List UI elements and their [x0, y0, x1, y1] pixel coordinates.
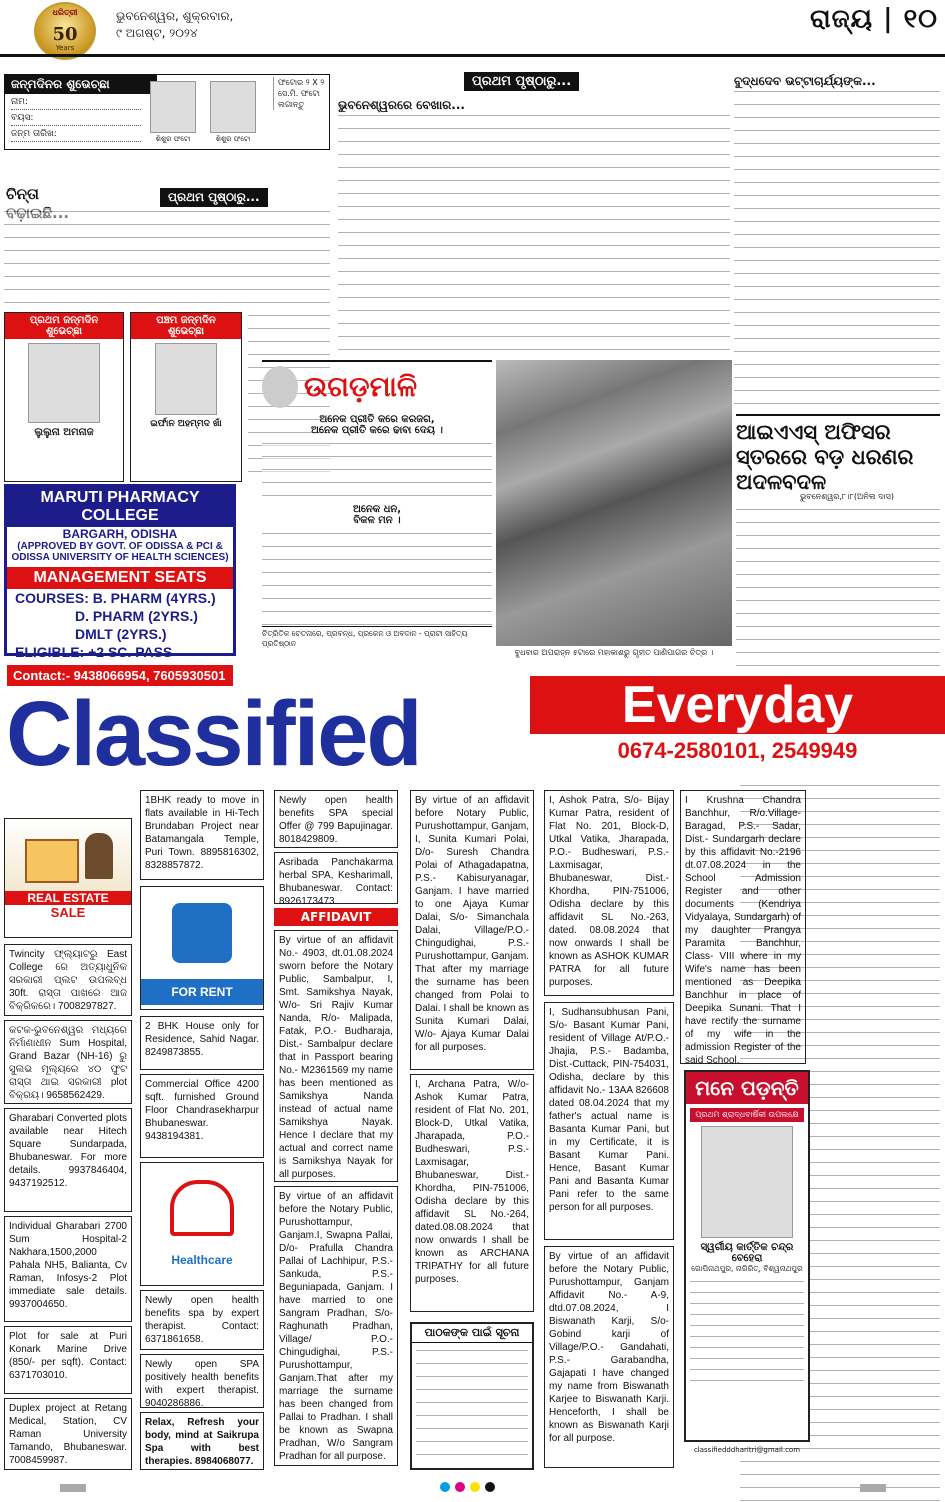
text-lines — [734, 88, 940, 410]
for-rent-label: FOR RENT — [141, 979, 263, 1005]
pharmacy-name: MARUTI PHARMACY COLLEGE — [7, 487, 233, 527]
pharmacy-approval-2: ODISSA UNIVERSITY OF HEALTH SCIENCES) — [11, 552, 229, 563]
ias-dateline: ଭୁବନେଶ୍ୱର,୮।୮(ଅନିଲ ଦାସ) — [800, 492, 894, 501]
pharmacy-course-3: DMLT (2YRS.) — [75, 626, 167, 642]
text-lines — [4, 208, 330, 306]
reg-mark — [60, 1484, 86, 1492]
reg-black — [485, 1482, 495, 1492]
center-story-body — [338, 112, 730, 352]
ad-commercial-office: Commercial Office 4200 sqft. furnished Ground Floor Chandrasekharpur Bhubaneswar. 9438194381. — [140, 1074, 264, 1158]
everyday-label: Everyday — [530, 676, 945, 734]
left-story-title-text: ଚିନ୍ତା ବଢ଼ାଇଛି... — [6, 185, 70, 222]
affidavit-sudhansubhusan: I, Sudhansubhusan Pani, S/o- Basant Kumar Pani, resident of Village At/P.O.-Jhajia, P.S.- Badamba, Dist.-Cuttack, PIN-754031, Odisha, declare by this affidavit No.- 13AA 826608 dated 08.04.2024 that my father's actual name is Basanta Kumar Pani, but in my Certificate, it is Basant Kumar Pani. Hence, Basant Kumar Pani and Basanta Kumar Pani refer to the same person for all purposes. — [544, 1002, 674, 1240]
reg-cyan — [440, 1482, 450, 1492]
reg-magenta — [455, 1482, 465, 1492]
child-photo-1 — [150, 81, 196, 133]
real-estate-sale: SALE — [50, 905, 86, 920]
ad-cuttack-plot: କଟକ-ଭୁବନେଶ୍ୱର ମଧ୍ୟରେ ନିର୍ମାଣାଧୀନ Sum Hospital, Grand Bazar (NH-16) ରୁ ସୁଲଭ ମୂଲ୍ୟରେ ୪୦ ଫୁଟ ରାସ୍ତା ଥାଇ ସରକାରୀ plot ବିକ୍ରୟ। 9658562429. — [4, 1020, 132, 1104]
form-field-dob: ଜନ୍ମ ତାରିଖ: — [11, 129, 141, 142]
affidavit-sunita: By virtue of an affidavit before Notary Public, Purushottampur, Ganjam, I, Sunita Kumari Polai, D/o- Suresh Chandra Polai of Athagadapatna, P.S.- Kabisuryanagar, Ganjam. I have married to one Ajaya Kumar Dalai, S/o- Simanchala Dalai, Village/P.O.- Chingudighai, P.S.- Purushottampur, Ganjam. That after my marriage the surname has been changed from Polai to Dalai. I shall be known as Sunita Kumari Dalai, W/o- Ajaya Kumar Dalai for all purposes. — [410, 790, 534, 1070]
ad-twincity: Twincity ଫ୍ଲ୍ୟାଟରୁ East College ରେ ଅତ୍ୟାଧୁନିକ ସରକାରୀ ପ୍ଲଟ ଉପଲବ୍ଧ 30ft. ରାସ୍ତା ପାଖରେ ଆଜ ବିକ୍ରିକରେ। 7008297827. — [4, 944, 132, 1016]
uggada-title: ଉଗଡ଼ମାଳି — [304, 370, 418, 403]
photo-caption-1: ଶିଶୁର ଫଟୋ — [155, 135, 191, 143]
ad-asribada-spa: Asribada Panchakarma herbal SPA, Kesharimall, Bhubaneswar. Contact: 8926173473. — [274, 852, 398, 904]
center-story-title-b-text: ବୁଦ୍ଧଦେବ ଭଟ୍ଟାଚାର୍ଯ୍ୟଙ୍କ... — [734, 74, 876, 88]
ias-story-title-text: ଆଇଏଏସ୍ ଅଫିସର ସ୍ତରରେ ବଡ଼ ଧରଣର ଅଦଳବଦଳ — [736, 420, 914, 494]
birthday-ad-1-name: ଲୁଲୁନା ଅମନାଜ — [34, 427, 94, 438]
birthday-ad-2 — [130, 312, 242, 482]
reg-mark — [860, 1484, 886, 1492]
birthday-form-title: ଜନ୍ମଦିନର ଶୁଭେଚ୍ଛା — [5, 75, 157, 94]
satellite-weather-image — [496, 360, 732, 646]
center-story-title-a-text: ଭୁବନେଶ୍ୱରରେ ବେଖାର... — [338, 98, 465, 112]
affidavit-head: AFFIDAVIT — [274, 908, 398, 926]
ad-gharabari: Gharabari Converted plots available near Hitech Square Sundarpada, Bhubaneswar. For more details. 9937846404, 9437192512. — [4, 1108, 132, 1212]
obituary-place: ଗୋପିନାଥପୁର, ନାଗିରିତ୍, ବିଶ୍ୱନାଥପୁର — [691, 1264, 803, 1273]
uggada-line-2: ଅନେକ ପ୍ରୀତି କରେ ଢାବା ଦେୟ । — [311, 425, 443, 436]
ad-relax-spa: Relax, Refresh your body, mind at Saikrupa Spa with best therapies. 8984068077. — [140, 1412, 264, 1470]
center-story-title-b — [734, 70, 940, 90]
text-lines — [338, 112, 730, 352]
ad-newly-spa-1: Newly open health benefits SPA special Offer @ 799 Bapujinagar. 8018429809. — [274, 790, 398, 848]
healthcare-tile — [140, 1162, 264, 1286]
classified-word: Classified — [6, 683, 421, 785]
for-rent-icon-area — [141, 887, 263, 979]
text-lines — [262, 530, 492, 626]
for-rent-tile — [140, 886, 264, 1010]
obituary-photo — [701, 1126, 793, 1238]
logo-years-sub: Years — [55, 44, 75, 52]
ad-newly-spa-3: Newly open SPA positively health benefits with expert therapist. 9040286886. — [140, 1354, 264, 1408]
header-rule — [0, 54, 945, 57]
ad-newly-spa-2: Newly open health benefits spa by expert therapist. Contact: 6371861658. — [140, 1290, 264, 1350]
child-photo-2 — [210, 81, 256, 133]
birthday-ad-1-head: ପ୍ରଥମ ଜନ୍ମଦିନ ଶୁଭେଚ୍ଛା — [5, 313, 123, 339]
birthday-ad-2-name: ଇର୍ଫାନ ଅହମ୍ମଦ ଖାଁ — [150, 419, 222, 429]
affidavit-krushna: I Krushna Chandra Banchhur, R/o.Village- Baragad, P.S.- Sadar, Dist.- Sundargarh declare by this affidavit No.-2196 dt.07.08.2024 in the School Admission Register and other documents (Kendriya Vidyalaya, Sundargarh) of my daughter Prangya Paramita Banchhur, Class- VIII where in my Wife's name has been mentioned as Deepika Banchhur in place of Deepika Sunani. That I have rectify the surname of my wife in the admission Register of the said School. — [680, 790, 806, 1064]
ad-1bhk: 1BHK ready to move in flats available in Hi-Tech Brundaban Project near Batamangala Temple, Puri Town. 8895816302, 8328857872. — [140, 790, 264, 880]
form-field-name: ନାମ: — [11, 97, 141, 110]
readers-notice-title: ପାଠକଙ୍କ ପାଇଁ ସୂଚନା — [412, 1324, 532, 1343]
affidavit-archana: I, Archana Patra, W/o- Ashok Kumar Patra, resident of Flat No. 201, Block-D, Utkal Vatika, Jharapada, P.O.- Budheswari, P.S.- Laxmisagar, Bhubaneswar, Dist.- Khordha, PIN-751006, Odisha declare by this affidavit SL No.-264, dated.08.08.2024 that now onwards I shall be known as ARCHANA TRIPATHY for all future purposes. — [410, 1074, 534, 1312]
text-lines — [690, 1278, 804, 1388]
logo-years: 50 — [52, 24, 78, 45]
birthday-ad-2-head: ପଞ୍ଚମ ଜନ୍ମଦିନ ଶୁଭେଚ୍ଛା — [131, 313, 241, 339]
ias-story-title — [736, 414, 940, 495]
obituary-name: ସ୍ୱର୍ଗୀୟ କାର୍ତ୍ତିକ ଚନ୍ଦ୍ର ବେହେରା — [700, 1242, 794, 1264]
uggada-signoff-2: ବିକଳ ମନ । — [353, 515, 401, 526]
photo-size-note: ଫଟୋର ୨ X ୨ ସେ.ମି. ଫଟୋ ଲଗାନ୍ତୁ — [273, 77, 329, 110]
logo-brand: ଧରିତ୍ରୀ — [52, 8, 78, 17]
pharmacy-college-ad — [4, 484, 236, 683]
left-story-tag: ପ୍ରଥମ ପୃଷ୍ଠାରୁ... — [160, 188, 268, 207]
pharmacy-approval-1: (APPROVED BY GOVT. OF ODISSA & PCI & — [17, 541, 223, 552]
affidavit-samikshya: By virtue of an affidavit No.- 4903, dt.01.08.2024 sworn before the Notary Public, Sambalpur, I, Smt. Samikshya Nayak, W/o- Sri Rajiv Kumar Nanda, R/o- Malipada, Fatak, P.O.- Budharaja, Dist.- Sambalpur declare that in Passport bearing No.- M2361569 my name has been mentioned as Samikshya Nanda instead of actual name Samikshya Nayak. Hence I declare that my actual and correct name is Samikshya Nayak for all purposes. — [274, 930, 398, 1182]
obituary-ad — [684, 1070, 810, 1442]
photo-caption-2: ଶିଶୁର ଫଟୋ — [215, 135, 251, 143]
affidavit-swapna: By virtue of an affidavit before the Notary Public, Purushottampur, Ganjam.I, Swapna Pallai, D/o- Prafulla Chandra Pallai of Lachhipur, P.S.- Sankuda, P.S.- Beguniapada, Ganjam. I have married to one Sangram Pradhan, S/o- Raghunath Pradhan, Village/ P.O.- Chingudighai, P.S.- Purushottampur, Ganjam.That after my marriage the surname has been changed from Pallai to Pradhan. I shall be known as Swapna Pradhan, W/o Sangram Pradhan for all purpose. — [274, 1186, 398, 1466]
text-lines — [262, 440, 492, 504]
pharmacy-contact: Contact:- 9438066954, 7605930501 — [7, 665, 233, 686]
birthday-ad-2-photo — [155, 343, 217, 415]
form-field-age: ବୟସ: — [11, 113, 141, 126]
obituary-sub: ପ୍ରଥମ ଶ୍ରାଦ୍ଧବାର୍ଷିକୀ ଉପଲକ୍ଷେ — [690, 1108, 804, 1122]
birthday-ad-1-photo — [28, 343, 100, 423]
ad-duplex: Duplex project at Retang Medical, Station, CV Raman University Tamando, Bhubaneswar. 7008459987. — [4, 1398, 132, 1470]
ias-story-body — [736, 506, 940, 672]
ad-individual-gharabari: Individual Gharabari 2700 Sum Hospital-2 Nakhara,1500,2000 Pahala NH5, Balianta, Cv Raman, Infosys-2 Plot immediate sale details. 9937004650. — [4, 1216, 132, 1322]
real-estate-tile — [4, 818, 132, 938]
real-estate-label: REAL ESTATE — [5, 891, 131, 905]
classified-phones: 0674-2580101, 2549949 — [617, 738, 858, 763]
ad-2bhk: 2 BHK House only for Residence, Sahid Nagar. 8249873855. — [140, 1016, 264, 1070]
healthcare-label: Healthcare — [171, 1253, 233, 1267]
date-line-2: ୯ ଅଗଷ୍ଟ, ୨୦୨୪ — [116, 26, 198, 40]
uggada-header — [262, 362, 492, 408]
cartoon-icon — [262, 366, 298, 408]
heart-icon — [170, 1180, 234, 1236]
obituary-head: ମନେ ପଡ଼ନ୍ତି — [686, 1072, 808, 1104]
pharmacy-course-1: COURSES: B. PHARM (4YRS.) — [15, 590, 216, 606]
house-icon — [5, 819, 131, 891]
classified-email: classifiedddharitri@gmail.com — [693, 1446, 801, 1454]
ad-konark-plot: Plot for sale at Puri Konark Marine Drive (850/- per sqft). Contact: 6371703010. — [4, 1326, 132, 1394]
birthday-form — [4, 74, 330, 150]
center-story-title-a — [338, 94, 488, 114]
print-registration-bar — [0, 1478, 945, 1497]
agent-shape — [85, 833, 113, 879]
readers-notice — [410, 1322, 534, 1470]
left-story-body — [4, 208, 330, 306]
text-lines — [416, 1347, 528, 1457]
pharmacy-place: BARGARH, ODISHA — [62, 527, 178, 541]
pharmacy-seats: MANAGEMENT SEATS — [7, 567, 233, 589]
newspaper-logo — [34, 2, 96, 60]
house-shape — [25, 839, 79, 883]
center-story-tag: ପ୍ରଥମ ପୃଷ୍ଠାରୁ... — [464, 72, 579, 91]
uggada-footer: ଚିତ୍ରିତିକ ଚେତନାରେ, ପ୍ରବନ୍ଧ, ପ୍ରକେନ ଓ ଅବଦାନ - ପ୍ରାଚୀ ସାହିତ୍ୟ ପ୍ରତିଷ୍ଠାନ — [262, 626, 492, 649]
right-story-body — [734, 88, 940, 410]
uggada-mali-column — [262, 360, 492, 662]
satellite-caption: ବୁଧବାର ଅପରାହ୍ନ ୫ଟାରେ ମହାକାଶରୁ ଗୃହୀତ ପାଣିପାଗର ଚିତ୍ର । — [514, 648, 714, 657]
birthday-instructions — [4, 152, 330, 178]
pharmacy-eligible: ELIGIBLE: +2 SC. PASS — [15, 644, 173, 660]
affidavit-ashok: I, Ashok Patra, S/o- Bijay Kumar Patra, resident of Flat No. 201, Block-D, Utkal Vatika, Jharapada, P.O.- Budheswari, P.S.- Laxmisagar, Bhubaneswar, Dist.- Khordha, PIN-751006, Odisha declare by this affidavit SL No.-263, dated. 08.08.2024 that now onwards I shall be known as ASHOK KUMAR PATRA for all future purposes. — [544, 790, 674, 996]
reg-yellow — [470, 1482, 480, 1492]
pharmacy-course-2: D. PHARM (2YRS.) — [75, 608, 198, 624]
uggada-line-1: ଅନେକ ପ୍ରୀତି କରେ କରଜଗ, — [319, 414, 435, 425]
uggada-signoff-1: ଅନେକ ଧନ, — [352, 504, 402, 515]
date-line-1: ଭୁବନେଶ୍ୱର, ଶୁକ୍ରବାର, — [116, 9, 234, 23]
text-lines — [736, 506, 940, 672]
affidavit-biswanath: By virtue of an affidavit before the Notary Public, Purushottampur, Ganjam Affidavit No.- A-9, dtd.07.08.2024, I Biswanath Karji, S/o- Gobind karji of Village/P.O.- Gandahati, P.S.- Garabandha, Gajapati I have changed my name from Biswanath Karjee to Biswanath Karji. Henceforth, I shall be known as Biswanath Karji for all purpose. — [544, 1246, 674, 1468]
issue-date — [116, 8, 336, 42]
health-icon-area — [141, 1163, 263, 1253]
birthday-ad-1 — [4, 312, 124, 482]
section-name: ରାଜ୍ୟ | ୧୦ — [809, 4, 938, 34]
house-icon — [172, 903, 232, 963]
